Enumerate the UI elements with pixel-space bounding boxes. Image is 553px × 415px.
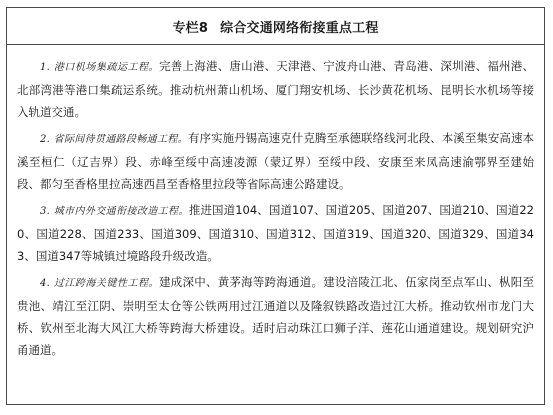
project-item-port-airport (17, 55, 534, 123)
item-heading: 1. 港口机场集疏运工程。 (40, 62, 160, 73)
project-item-urban-connection (17, 199, 534, 267)
item-text: 完善上海港、唐山港、天津港、宁波舟山港、青岛港、深圳港、福州港、北部湾港等港口集疏运系统。推动杭州萧山机场、厦门翔安机场、长沙黄花机场、昆明长水机场等接入轨道交通。 (17, 59, 534, 119)
item-text: 推进国道104、国道107、国道205、国道207、国道210、国道220、国道228、国道233、国道309、国道310、国道312、国道319、国道320、国道329、国道343、国道347等城镇过境路段升级改造。 (17, 203, 534, 263)
item-heading: 2. 省际间待贯通路段畅通工程。 (40, 134, 188, 145)
table-body (7, 45, 544, 361)
item-text: 有序实施丹锡高速克什克腾至承德联络线河北段、本溪至集安高速本溪至桓仁（辽吉界）段、赤峰至绥中高速凌源（蒙辽界）至绥中段、安康至来凤高速渝鄂界至建始段、都匀至香格里拉高速西昌至香格里拉段等省际高速公路建设。 (17, 131, 534, 191)
column-number: 专栏8 (172, 20, 209, 36)
item-heading: 3. 城市内外交通衔接改造工程。 (40, 206, 189, 217)
column-title: 综合交通网络衔接重点工程 (220, 20, 379, 36)
item-heading: 4. 过江跨海关键性工程。 (40, 278, 160, 289)
table-title (7, 8, 544, 45)
project-item-river-sea-crossings (17, 271, 534, 361)
project-item-interprovincial-roads (17, 127, 534, 195)
special-column-table (6, 7, 545, 405)
item-text: 建成深中、黄茅海等跨海通道。建设涪陵江北、伍家岗至点军山、枞阳至贵池、靖江至江阴、崇明至太仓等公铁两用过江通道以及隆叙铁路改造过江大桥。推动钦州市龙门大桥、钦州至北海大风江大桥等跨海大桥建设。适时启动珠江口狮子洋、莲花山通道建设。规划研究沪甬通道。 (17, 275, 534, 357)
